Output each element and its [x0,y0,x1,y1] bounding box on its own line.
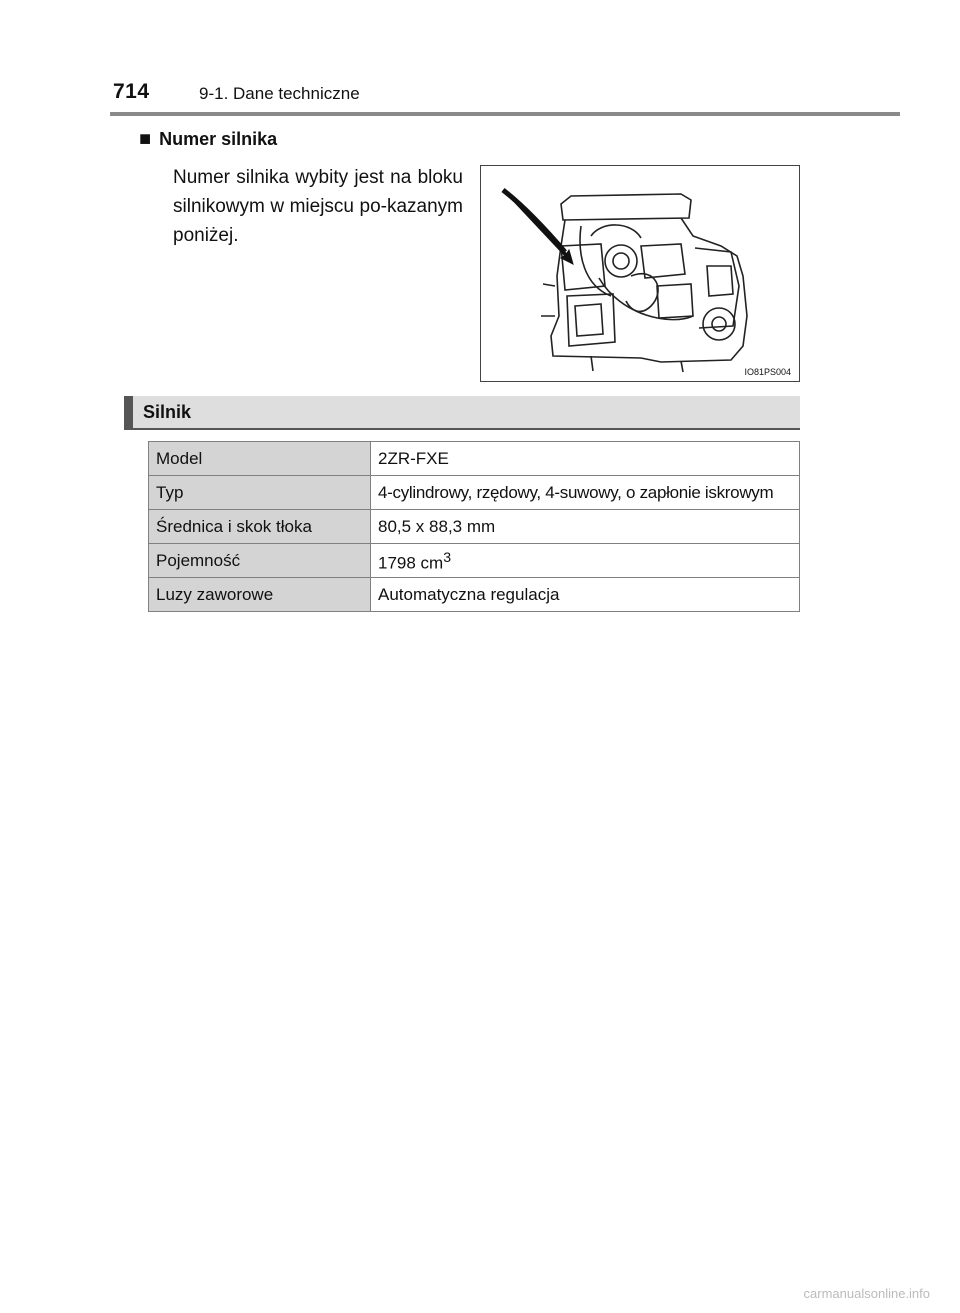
engine-drawing-icon [481,166,799,381]
spec-value: Automatyczna regulacja [371,578,800,612]
table-row [149,476,800,510]
engine-number-description: Numer silnika wybity jest na bloku silnikowym w miejscu po-kazanym poniżej. [173,167,463,246]
chapter-title: 9-1. Dane techniczne [199,84,360,103]
page-number: 714 [113,80,150,103]
spec-label: Średnica i skok tłoka [149,510,371,544]
table-row [149,510,800,544]
engine-section-title: Silnik [143,402,192,422]
engine-spec-table [148,441,800,612]
spec-label: Typ [149,476,371,510]
engine-number-heading [139,128,277,151]
spec-value-superscript: 3 [443,549,452,566]
spec-value: 4-cylindrowy, rzędowy, 4-suwowy, o zapłonie iskrowym [371,476,800,510]
table-row [149,544,800,578]
spec-label: Pojemność [149,544,371,578]
figure-code: IO81PS004 [744,367,791,377]
engine-number-heading-text: Numer silnika [159,129,278,149]
table-row [149,578,800,612]
spec-value: 80,5 x 88,3 mm [371,510,800,544]
square-bullet-icon: ■ [139,128,152,150]
engine-illustration [480,165,800,382]
header-rule [110,112,900,116]
spec-label: Model [149,442,371,476]
table-row [149,442,800,476]
spec-value-cell [371,544,800,578]
watermark: carmanualsonline.info [803,1286,930,1301]
section-bar-accent [124,396,133,428]
engine-section-bar [124,396,800,430]
spec-value: 2ZR-FXE [371,442,800,476]
spec-value: 1798 cm [378,553,444,573]
spec-label: Luzy zaworowe [149,578,371,612]
